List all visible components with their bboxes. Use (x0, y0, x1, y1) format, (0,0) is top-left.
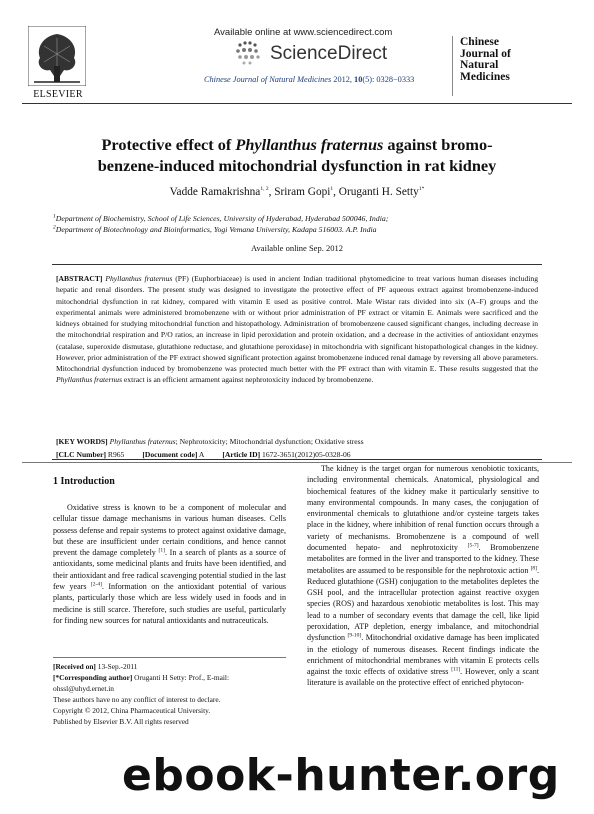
journal-logo-line: Natural (460, 59, 499, 71)
available-online-date: Available online Sep. 2012 (251, 243, 343, 253)
author-affiliation-mark: 1* (418, 186, 425, 193)
citation-ref: [1] (158, 547, 165, 554)
footnotes (53, 662, 286, 727)
section-heading-introduction: 1 Introduction (53, 476, 115, 487)
journal-year: 2012, (333, 75, 355, 84)
publisher-name: ELSEVIER (33, 89, 83, 100)
title-text: Protective effect of (101, 135, 236, 154)
species-name: Phyllanthus fraternus (56, 375, 123, 385)
affiliation-1 (53, 214, 573, 223)
paragraph-text: . However, only a scant literature is available on the protective effect of enriched phytocon- (307, 667, 540, 688)
copyright-note: Copyright © 2012, China Pharmaceutical University. (53, 705, 211, 715)
article-id-value: 1672-3651(2012)05-0328-06 (260, 450, 351, 459)
author-name: , Sriram Gopi (268, 186, 331, 198)
classification-line (56, 450, 538, 459)
citation-ref: [11] (451, 666, 461, 673)
header-rule (22, 103, 572, 104)
citation-ref: [5-7] (467, 542, 479, 549)
paragraph-text: Oxidative stress is known to be a component of molecular and cellular tissue damage mechanisms in various human diseases. Cells possess defense and repair systems to protect against oxidative damage, but these are insufficient under certain conditions, and hence cannot prevent the damage completely (53, 503, 286, 558)
affiliation-text: Department of Biotechnology and Bioinformatics, Yogi Vemana University, Kadapa 516003. A.P. India (55, 225, 377, 234)
journal-volume: 10 (354, 75, 363, 84)
citation-ref: [8] (530, 564, 537, 571)
affiliation-mark: 2 (53, 224, 56, 231)
journal-logo-line: Chinese (460, 36, 499, 48)
paragraph-text: . Bromobenzene metabolites are formed in the liver and transported to the kidney. These metabolites are assumed to be responsible for the nephrotoxic action (307, 542, 539, 575)
affiliation-text: Department of Biochemistry, School of Life Sciences, University of Hyderabad, Hyderabad 500046, India; (55, 214, 389, 223)
abstract (56, 273, 538, 386)
paragraph-text: . Mitochondrial oxidative damage has been implicated in the etiology of numerous diseases. Recent findings indicate the enrichment of mitochondrial membranes with vitamin E protects cells against the toxic effects of oxidative stress (307, 633, 539, 677)
corresponding-author-note (53, 673, 286, 695)
paragraph-text: . In a search of plants as a source of antioxidants, some medicinal plants and fruits have been identified, and their antioxidant and free radical scavenging potential studied in the last few years (53, 548, 286, 591)
elsevier-tree-logo (28, 26, 86, 86)
keywords (56, 437, 538, 446)
citation-ref: [2-4] (90, 581, 102, 588)
footnote-rule (53, 657, 286, 658)
citation-ref: [9-10] (347, 632, 362, 639)
author-affiliation-mark: 1, 2 (260, 186, 269, 193)
left-column (53, 502, 286, 626)
journal-citation (204, 75, 414, 84)
affiliation-2 (53, 225, 573, 234)
abstract-text: extract is an efficient armament against nephrotoxicity induced by bromobenzene. (122, 375, 374, 385)
abstract-label: [ABSTRACT] (56, 274, 103, 283)
intro-paragraph-2 (307, 463, 539, 689)
keywords-label: [KEY WORDS] (56, 437, 108, 446)
affiliation-mark: 1 (53, 213, 56, 220)
received-label: [Received on] (53, 662, 96, 671)
watermark: ebook-hunter.org (122, 750, 560, 801)
article-id-label: [Article ID] (222, 450, 261, 459)
received-note (53, 662, 286, 673)
title-text: against bromo- (383, 135, 493, 154)
journal-logo-text (460, 37, 511, 83)
corresponding-text: Oruganti H Setty: Prof., E-mail: ohssl@uhyd.ernet.in (53, 672, 230, 693)
conflict-note: These authors have no any conflict of interest to declare. (53, 694, 221, 704)
paragraph-text: . Information on the antioxidant potential of various plants, particularly those which are less widely used in foods and in medicine is still scarce. Therefore, such studies are useful, particularly for finding new sources for natural antioxidants and nutraceuticals. (53, 581, 286, 625)
journal-logo-line: Journal of (460, 47, 511, 60)
right-column (307, 463, 539, 689)
journal-logo-line: Medicines (460, 70, 510, 83)
document-code-value: A (197, 450, 205, 459)
author-name: Vadde Ramakrishna (169, 186, 261, 198)
title-species: Phyllanthus fraternus (235, 135, 384, 154)
author-list (30, 186, 564, 198)
keywords-text: ; Nephrotoxicity; Mitochondrial dysfunction; Oxidative stress (175, 437, 364, 446)
document-code-label: [Document code] (142, 450, 198, 459)
abstract-text: (PF) (Euphorbiaceae) is used in ancient Indian traditional phytomedicine to treat various human diseases including hepatic and renal disorders. The present study was designed to investigate the protective effect of PF aqueous extract against bromobenzene-induced mitochondrial dysfunction in rat kidney, compared with vitamin E used as positive control. Male Wistar rats divided into six (A–F) groups and the experimental animals were administered bromobenzene with or without prior administration of PF extract or vitamin E. Animals were sacrificed and the kidneys obtained for studying mitochondrial function and histopathology. Administration of bromobenzene caused significant changes, including decrease in the mitochondrial respiration and P/O ratios, an increase in lipid peroxidation and protein oxidation, and a decrease in the activities of antioxidant enzymes (catalase, superoxide dismutase, glutathione reductase, and glutathione peroxidase) in mitochondria with significant histopathological changes in the kidney. However, prior administration of the PF extract showed significant protection against bromobenzene induced renal damage by reversing all above parameters. Mitochondrial dysfunction induced by bromobenzene was protected much better with the PF extract than with vitamin E. These results suggested that the (56, 274, 538, 373)
title-text-line2: benzene-induced mitochondrial dysfunction in rat kidney (97, 156, 497, 175)
paragraph-text: . Reduced glutathione (GSH) conjugation to the metabolites depletes the GSH pool, and the intracellular protection against reactive oxygen species (ROS) and hazardous xenobiotic metabolites is lost. This may lead to a number of secondary events that damage the cell, like lipid peroxidation, ATP depletion, energy imbalance, and mitochondrial dysfunction (307, 565, 539, 643)
paragraph-text: The kidney is the target organ for numerous xenobiotic toxicants, including environmental chemicals. Anatomical, physiological and biochemical features of the kidney make it particularly sensitive to many environmental compounds. In many cases, the conjugation of environmental chemicals to glutathione and/or cysteine targets takes place in the kidney, where inhibition of renal function occurs through a variety of mechanisms. Bromobenzene is a compound of well documented hepato- and nephrotoxicity (307, 464, 539, 552)
corresponding-label: [*Corresponding author] (53, 672, 133, 682)
sciencedirect-dots-icon (234, 40, 264, 66)
publisher-note: Published by Elsevier B.V. All rights reserved (53, 716, 189, 726)
available-online-banner: Available online at www.sciencedirect.com (214, 27, 393, 38)
clc-label: [CLC Number] (56, 450, 106, 459)
author-affiliation-mark: 1 (330, 186, 334, 193)
article-title (30, 134, 564, 176)
journal-name: Chinese Journal of Natural Medicines (204, 75, 332, 84)
intro-paragraph-1 (53, 502, 286, 626)
sciencedirect-wordmark: ScienceDirect (270, 43, 388, 64)
clc-value: R965 (106, 450, 125, 459)
received-date: 13-Sep.-2011 (95, 662, 138, 671)
species-name: Phyllanthus fraternus (105, 274, 173, 283)
keyword-species: Phyllanthus fraternus (109, 437, 176, 446)
journal-issue-pages: (5): 0328−0333 (362, 75, 415, 84)
author-name: , Oruganti H. Setty (333, 186, 419, 198)
